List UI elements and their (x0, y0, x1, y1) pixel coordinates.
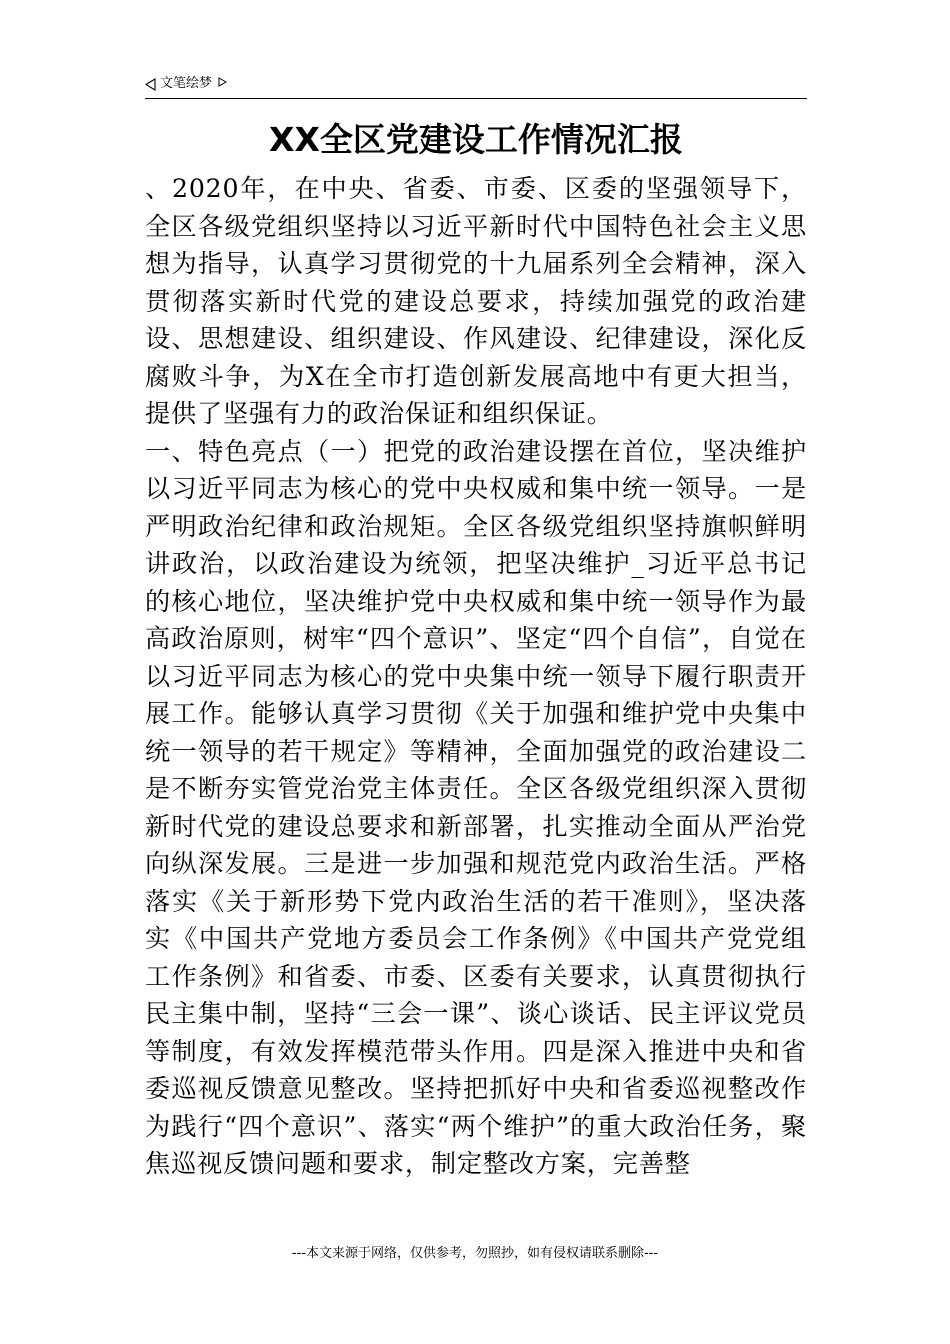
document-title: XX全区党建设工作情况汇报 (269, 120, 683, 159)
triangle-right-icon (218, 77, 227, 87)
document-body (145, 170, 807, 1183)
header-brand-text: 文笔绘梦 (160, 76, 213, 91)
triangle-left-icon (145, 78, 156, 91)
page-footer-disclaimer: ---本文来源于网络，仅供参考，勿照抄，如有侵权请联系删除--- (291, 1246, 659, 1261)
intro-paragraph: 、2020年，在中央、省委、市委、区委的坚强领导下，全区各级党组织坚持以习近平新时代中国特色社会主义思想为指导，认真学习贯彻党的十九届系列全会精神，深入贯彻落实新时代党的建设总要求，持续加强党的政治建设、思想建设、组织建设、作风建设、纪律建设，深化反腐败斗争，为X在全市打造创新发展高地中有更大担当，提供了坚强有力的政治保证和组织保证。 (145, 174, 807, 428)
section-one-paragraph: 一、特色亮点（一）把党的政治建设摆在首位，坚决维护以习近平同志为核心的党中央权威和集中统一领导。一是严明政治纪律和政治规矩。全区各级党组织坚持旗帜鲜明讲政治，以政治建设为统领，把坚决维护_习近平总书记的核心地位，坚决维护党中央权威和集中统一领导作为最高政治原则，树牢“四个意识”、坚定“四个自信”，自觉在以习近平同志为核心的党中央集中统一领导下履行职责开展工作。能够认真学习贯彻《关于加强和维护党中央集中统一领导的若干规定》等精神，全面加强党的政治建设二是不断夯实管党治党主体责任。全区各级党组织深入贯彻新时代党的建设总要求和新部署，扎实推动全面从严治党向纵深发展。三是进一步加强和规范党内政治生活。严格落实《关于新形势下党内政治生活的若干准则》，坚决落实《中国共产党地方委员会工作条例》《中国共产党党组工作条例》和省委、市委、区委有关要求，认真贯彻执行民主集中制，坚持“三会一课”、谈心谈话、民主评议党员等制度，有效发挥模范带头作用。四是深入推进中央和省委巡视反馈意见整改。坚持把抓好中央和省委巡视整改作为践行“四个意识”、落实“两个维护”的重大政治任务，聚焦巡视反馈问题和要求，制定整改方案，完善整 (145, 436, 807, 1178)
page-header (145, 74, 807, 99)
header-brand (145, 76, 227, 92)
